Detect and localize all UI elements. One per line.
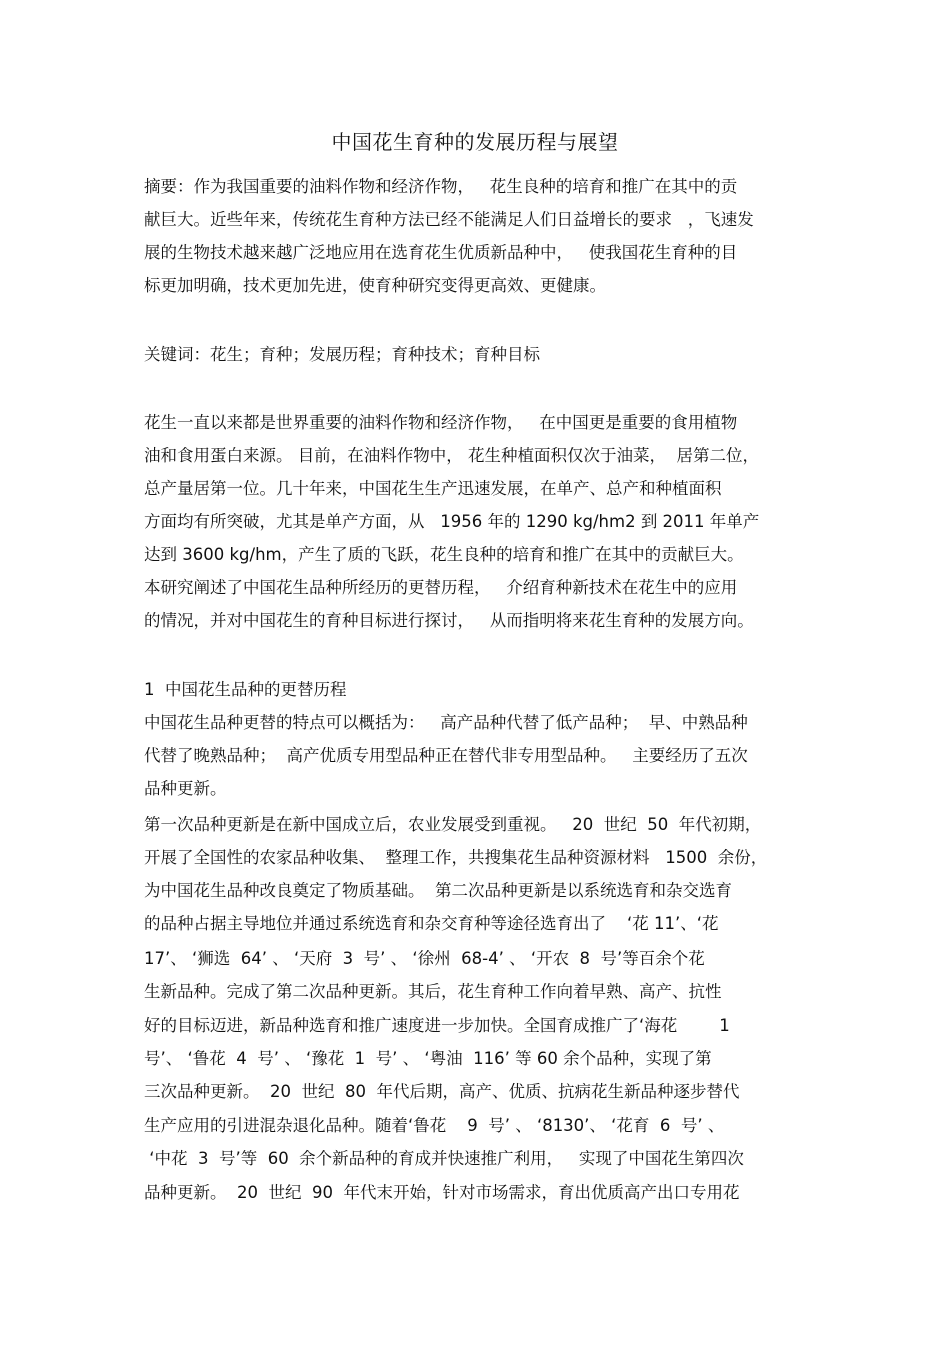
section-heading: 1 中国花生品种的更替历程: [144, 680, 347, 699]
intro-line-7: 的情况，并对中国花生的育种目标进行探讨， 从而指明将来花生育种的发展方向。: [144, 611, 754, 630]
intro-line-3: 总产量居第一位。几十年来，中国花生生产迅速发展，在单产、总产和种植面积: [144, 479, 722, 498]
section-line-4: 第一次品种更新是在新中国成立后，农业发展受到重视。 20 世纪 50 年代初期，: [144, 815, 762, 834]
intro-line-2: 油和食用蛋白来源。 目前，在油料作物中， 花生种植面积仅次于油菜， 居第二位，: [144, 446, 759, 465]
section-line-9: 生新品种。完成了第二次品种更新。其后，花生育种工作向着早熟、高产、抗性: [144, 982, 722, 1001]
intro-line-4: 方面均有所突破，尤其是单产方面，从 1956 年的 1290 kg/hm2 到 2011 年单产: [144, 512, 760, 531]
intro-line-6: 本研究阐述了中国花生品种所经历的更替历程， 介绍育种新技术在花生中的应用: [144, 578, 738, 597]
abstract-line-3: 展的生物技术越来越广泛地应用在选育花生优质新品种中， 使我国花生育种的目: [144, 243, 738, 262]
section-line-15: 品种更新。 20 世纪 90 年代末开始，针对市场需求，育出优质高产出口专用花: [144, 1183, 740, 1202]
section-line-10: 好的目标迈进，新品种选育和推广速度进一步加快。全国育成推广了‘海花 1: [144, 1016, 730, 1035]
abstract-line-2: 献巨大。近些年来，传统花生育种方法已经不能满足人们日益增长的要求 ，飞速发: [144, 210, 754, 229]
section-line-2: 代替了晚熟品种； 高产优质专用型品种正在替代非专用型品种。 主要经历了五次: [144, 746, 748, 765]
section-line-6: 为中国花生品种改良奠定了物质基础。 第二次品种更新是以系统选育和杂交选育: [144, 881, 732, 900]
intro-line-5: 达到 3600 kg/hm，产生了质的飞跃，花生良种的培育和推广在其中的贡献巨大。: [144, 545, 744, 564]
section-line-7: 的品种占据主导地位并通过系统选育和杂交育种等途径选育出了 ‘花 11’、‘花: [144, 914, 719, 933]
section-line-3: 品种更新。: [144, 779, 227, 798]
section-line-1: 中国花生品种更替的特点可以概括为： 高产品种代替了低产品种； 早、中熟品种: [144, 713, 748, 732]
document-title: 中国花生育种的发展历程与展望: [331, 130, 619, 154]
section-line-13: 生产应用的引进混杂退化品种。随着‘鲁花 9 号’ 、 ‘8130’、 ‘花育 6 号’ 、: [144, 1116, 725, 1135]
section-line-12: 三次品种更新。 20 世纪 80 年代后期，高产、优质、抗病花生新品种逐步替代: [144, 1082, 740, 1101]
section-line-8: 17’、 ‘狮选 64’ 、 ‘天府 3 号’ 、 ‘徐州 68-4’ 、 ‘开农 8 号’等百余个花: [144, 949, 705, 968]
section-line-11: 号’、 ‘鲁花 4 号’ 、 ‘豫花 1 号’ 、 ‘粤油 116’ 等 60 余个品种，实现了第: [144, 1049, 712, 1068]
section-line-5: 开展了全国性的农家品种收集、 整理工作，共搜集花生品种资源材料 1500 余份，: [144, 848, 768, 867]
keywords-line: 关键词：花生；育种；发展历程；育种技术；育种目标: [144, 345, 540, 364]
intro-line-1: 花生一直以来都是世界重要的油料作物和经济作物， 在中国更是重要的食用植物: [144, 413, 738, 432]
abstract-line-1: 摘要：作为我国重要的油料作物和经济作物， 花生良种的培育和推广在其中的贡: [144, 177, 738, 196]
section-line-14: ‘中花 3 号’等 60 余个新品种的育成并快速推广利用， 实现了中国花生第四次: [144, 1149, 744, 1168]
abstract-line-4: 标更加明确，技术更加先进，使育种研究变得更高效、更健康。: [144, 276, 606, 295]
